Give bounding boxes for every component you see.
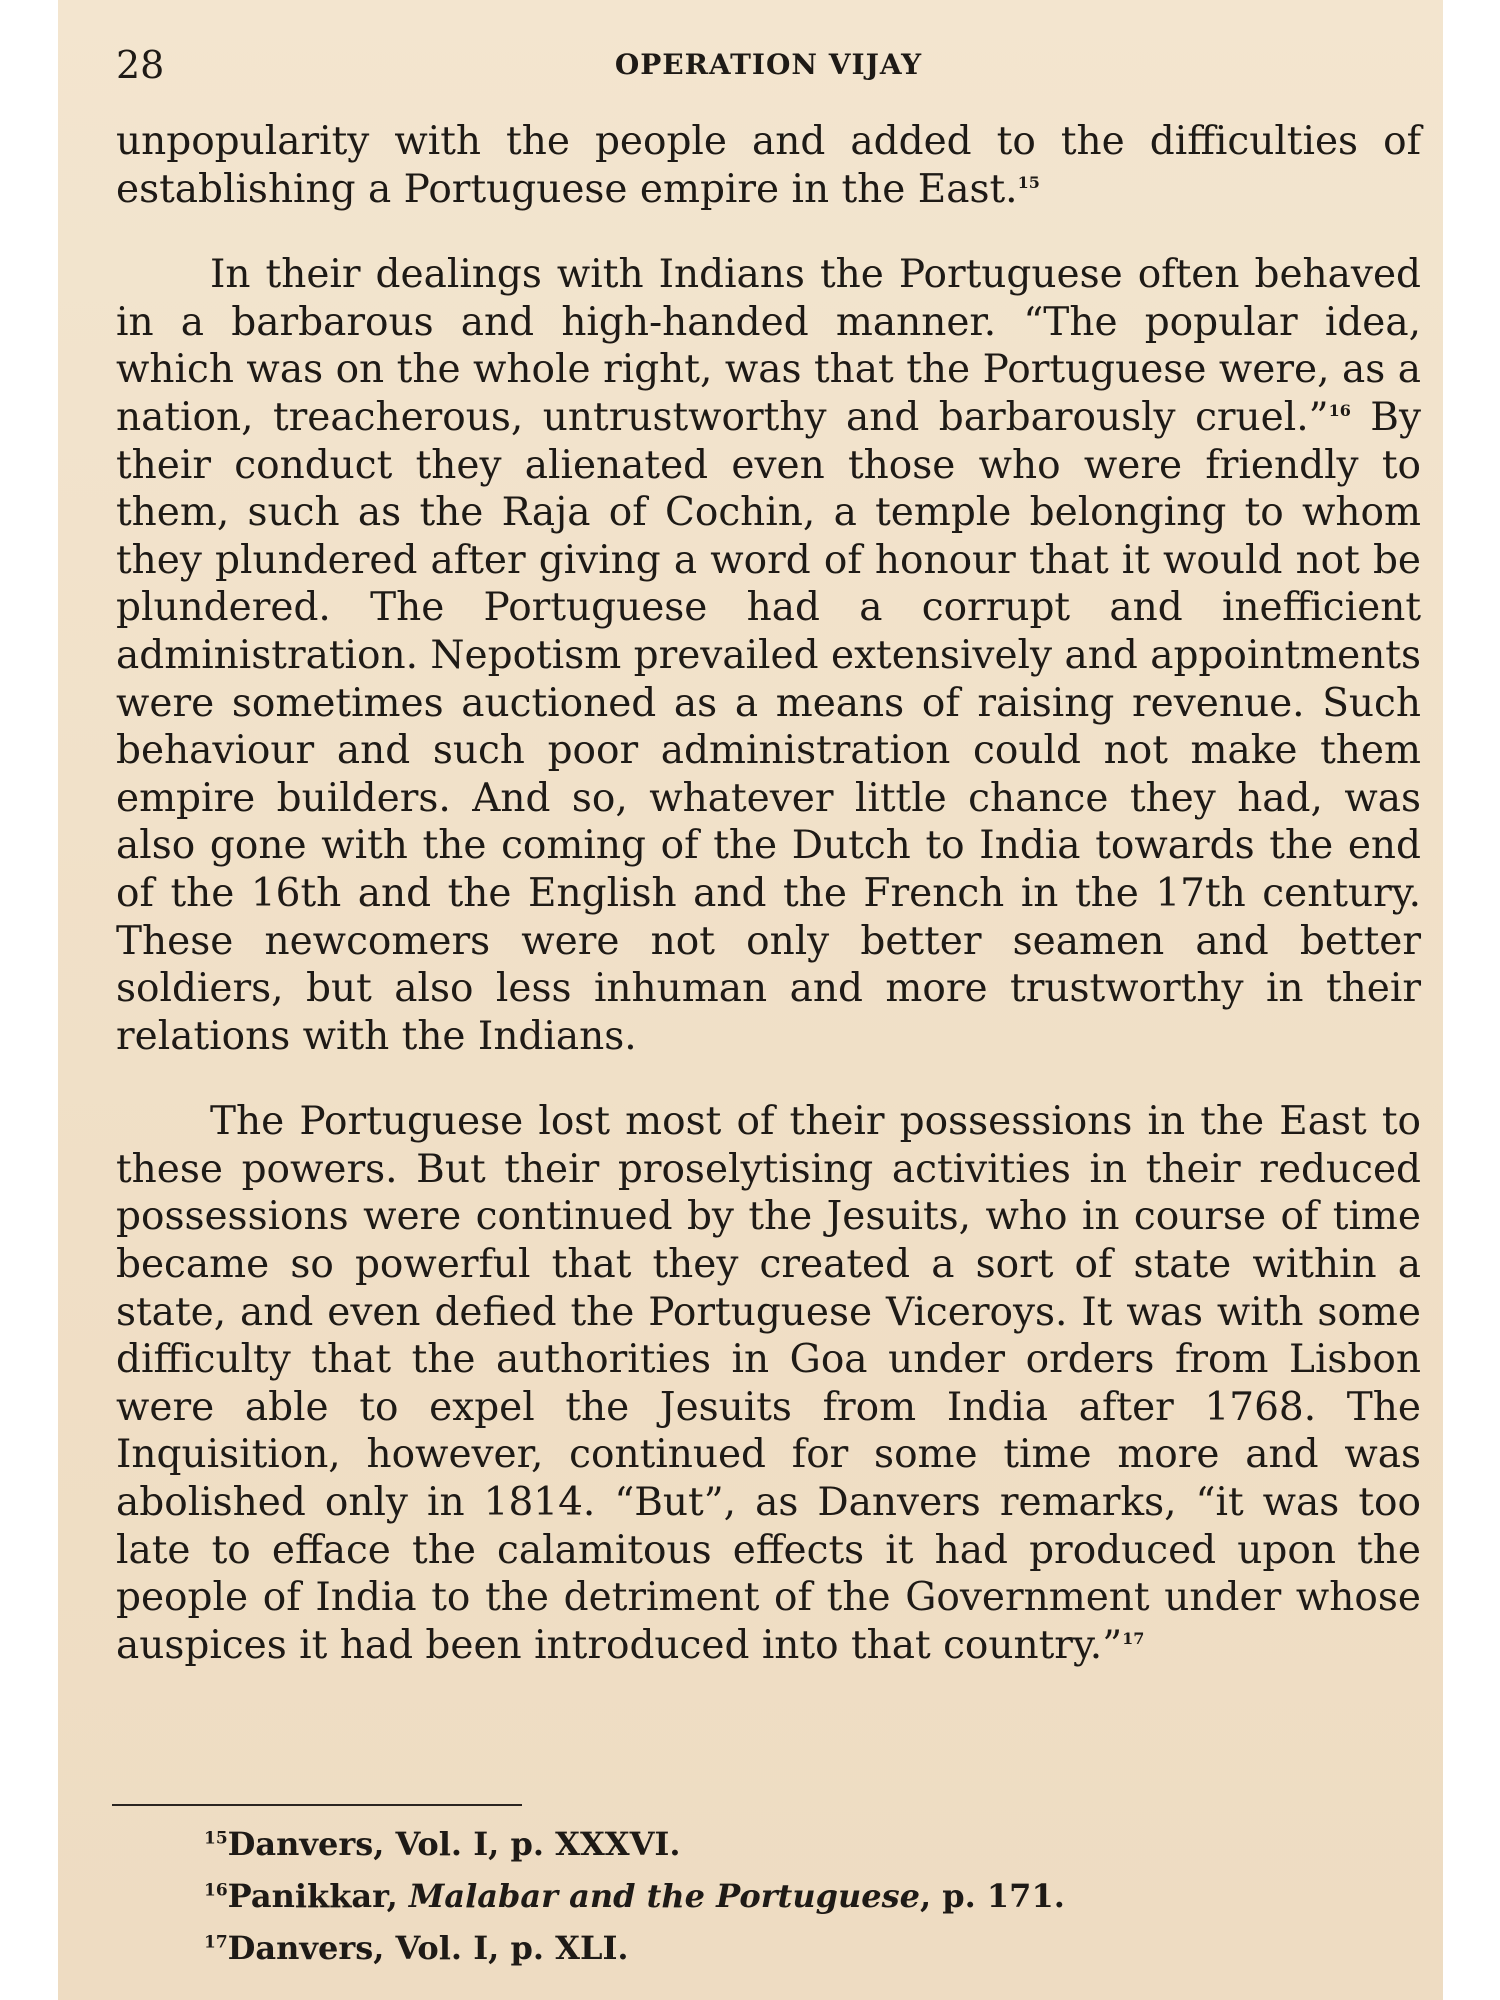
paragraph-3	[116, 1098, 1421, 1669]
running-title: OPERATION VIJAY	[614, 48, 923, 81]
footnote-text: , p. 171.	[919, 1877, 1065, 1915]
footnote-number: 17	[204, 1932, 228, 1953]
paragraph-1-text: unpopularity with the people and added to the difficulties of establishing a Portuguese empire in the East.	[116, 119, 1421, 212]
footnote-text: Panikkar,	[227, 1877, 409, 1915]
footnote-divider	[112, 1804, 522, 1806]
page-number: 28	[116, 43, 165, 87]
paragraph-1	[116, 118, 1421, 213]
footnote-15	[204, 1818, 1354, 1870]
paragraph-3-text: The Portuguese lost most of their possessions in the East to these powers. But their proselytising activities in their reduced possessions were continued by the Jesuits, who in course of time became so powerful that they created a sort of state within a state, and even defied the Portuguese Viceroys. It was with some difficulty that the authorities in Goa under orders from Lisbon were able to expel the Jesuits from India after 1768. The Inquisition, however, continued for some time more and was abolished only in 1814. “But”, as Danvers remarks, “it was too late to efface the calamitous effects it had produced upon the people of India to the detriment of the Government under whose auspices it had been introduced into that country.”	[116, 1099, 1421, 1668]
footnote-17	[204, 1922, 1354, 1974]
footnote-16	[204, 1870, 1354, 1922]
footnote-ref-17: 17	[1122, 1628, 1145, 1648]
footnote-book-title: Malabar and the Portuguese	[408, 1877, 920, 1915]
footnote-text: Danvers, Vol. I, p. XLI.	[227, 1929, 629, 1967]
footnote-number: 15	[204, 1828, 228, 1849]
paragraph-gap	[116, 213, 1421, 251]
paragraph-2-text-end: By their conduct they alienated even those who were friendly to them, such as the Raja of Cochin, a temple belonging to whom they plundered after giving a word of honour that it would not be plundered. The Portuguese had a corrupt and inefficient administration. Nepotism prevailed extensively and appointments were sometimes auctioned as a means of raising revenue. Such behaviour and such poor administration could not make them empire builders. And so, whatever little chance they had, was also gone with the coming of the Dutch to India towards the end of the 16th and the English and the French in the 17th century. These newcomers were not only better seamen and better soldiers, but also less inhuman and more trustworthy in their relations with the Indians.	[116, 394, 1421, 1059]
footnote-ref-16: 16	[1328, 400, 1351, 420]
footnote-number: 16	[204, 1880, 228, 1901]
paragraph-2	[116, 251, 1421, 1060]
footnotes	[204, 1818, 1354, 1974]
footnote-ref-15: 15	[1017, 172, 1040, 192]
footnote-text: Danvers, Vol. I, p. XXXVI.	[227, 1825, 681, 1863]
book-page	[58, 0, 1443, 2000]
body-text	[116, 118, 1421, 1669]
paragraph-2-text-start: In their dealings with Indians the Portuguese often behaved in a barbarous and high-handed manner. “The popular idea, which was on the whole right, was that the Portuguese were, as a nation, treacherous, untrustworthy and barbarously cruel.”	[116, 252, 1421, 440]
page-header	[116, 40, 1421, 90]
paragraph-gap	[116, 1060, 1421, 1098]
